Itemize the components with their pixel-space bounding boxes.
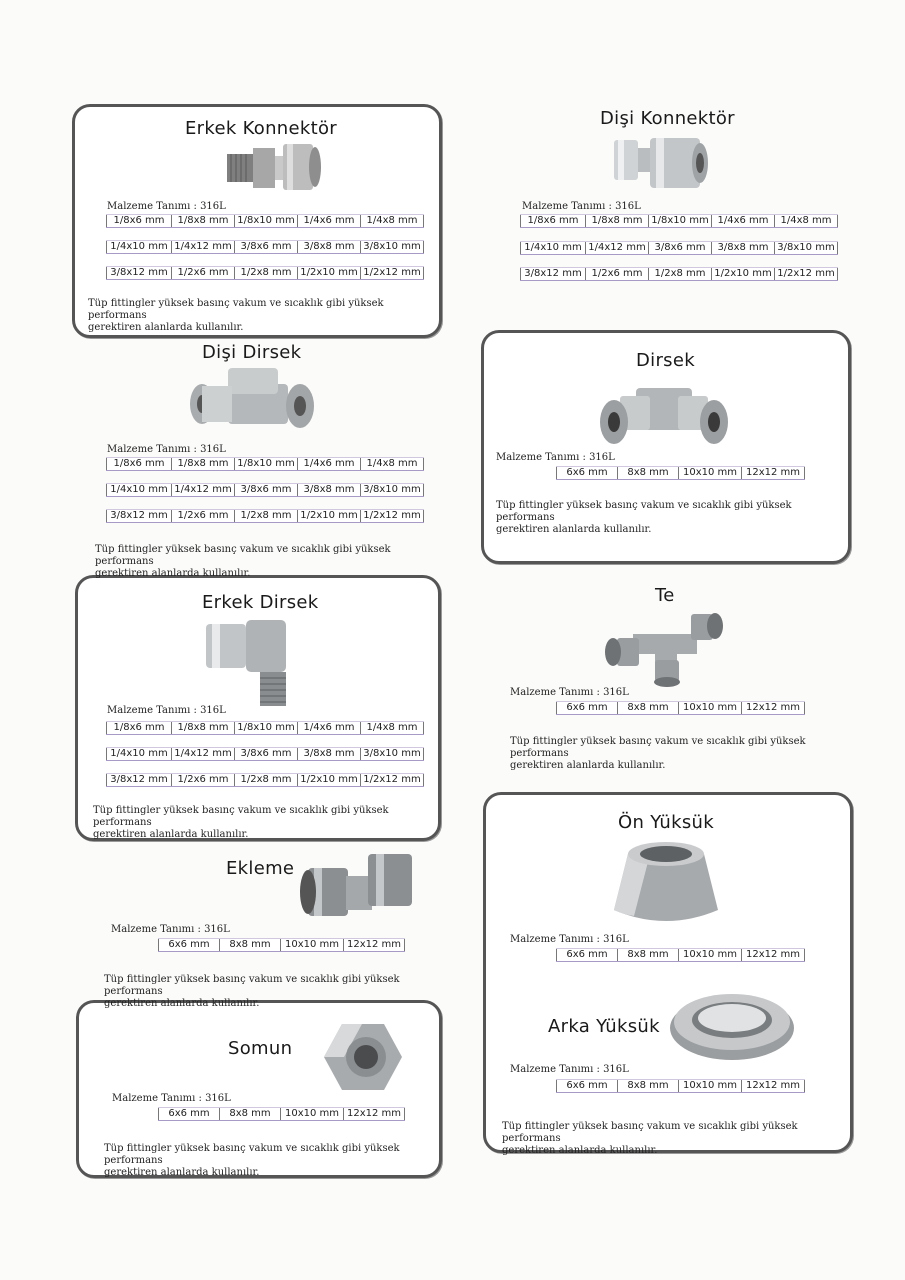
size-cell: 3/8x6 mm <box>235 748 298 760</box>
size-cell: 6x6 mm <box>556 949 618 961</box>
material-label: Malzeme Tanımı : 316L <box>496 452 615 463</box>
size-cell: 1/4x10 mm <box>106 748 172 760</box>
size-cell: 3/8x12 mm <box>106 774 172 786</box>
size-cell: 1/8x10 mm <box>235 458 298 470</box>
material-label: Malzeme Tanımı : 316L <box>112 1093 231 1104</box>
size-cell: 8x8 mm <box>220 1108 281 1120</box>
nut-image <box>322 1020 404 1094</box>
size-cell: 1/2x6 mm <box>586 268 649 280</box>
size-cell: 6x6 mm <box>158 939 220 951</box>
size-row <box>106 747 424 761</box>
size-cell: 3/8x12 mm <box>106 267 172 279</box>
title-arka-yuksuk: Arka Yüksük <box>548 1016 660 1037</box>
title-somun: Somun <box>228 1038 293 1059</box>
size-cell: 1/4x8 mm <box>775 215 838 227</box>
size-cell: 1/4x6 mm <box>712 215 775 227</box>
material-label: Malzeme Tanımı : 316L <box>111 924 230 935</box>
material-label: Malzeme Tanımı : 316L <box>510 687 629 698</box>
title-ekleme: Ekleme <box>226 858 295 879</box>
material-label: Malzeme Tanımı : 316L <box>510 1064 629 1075</box>
size-cell: 1/2x8 mm <box>235 774 298 786</box>
size-cell: 1/8x6 mm <box>106 722 172 734</box>
size-row <box>158 938 405 952</box>
size-cell: 3/8x8 mm <box>712 242 775 254</box>
size-cell: 1/4x12 mm <box>172 241 235 253</box>
size-cell: 1/4x12 mm <box>586 242 649 254</box>
size-cell: 3/8x8 mm <box>298 748 361 760</box>
description-line: Tüp fittingler yüksek basınç vakum ve sıcaklık gibi yüksek performans <box>95 544 391 567</box>
size-cell: 10x10 mm <box>679 467 742 479</box>
size-cell: 8x8 mm <box>618 949 679 961</box>
material-label: Malzeme Tanımı : 316L <box>510 934 629 945</box>
description-line: gerektiren alanlarda kullanılır. <box>502 1145 658 1156</box>
size-cell: 1/2x12 mm <box>775 268 838 280</box>
size-cell: 1/8x8 mm <box>586 215 649 227</box>
size-cell: 1/8x6 mm <box>106 458 172 470</box>
size-row <box>556 948 805 962</box>
size-cell: 12x12 mm <box>344 939 405 951</box>
size-row <box>106 457 424 471</box>
size-cell: 6x6 mm <box>158 1108 220 1120</box>
material-label: Malzeme Tanımı : 316L <box>107 201 226 212</box>
title-te: Te <box>655 585 675 606</box>
size-cell: 3/8x6 mm <box>235 241 298 253</box>
male-elbow-image <box>204 614 300 710</box>
size-cell: 3/8x12 mm <box>106 510 172 522</box>
size-cell: 1/8x6 mm <box>520 215 586 227</box>
size-cell: 1/2x10 mm <box>298 774 361 786</box>
size-row <box>520 214 838 228</box>
size-cell: 1/4x8 mm <box>361 722 424 734</box>
description-line: Tüp fittingler yüksek basınç vakum ve sıcaklık gibi yüksek performans <box>502 1121 798 1144</box>
title-disi-dirsek: Dişi Dirsek <box>202 342 302 363</box>
size-cell: 8x8 mm <box>618 467 679 479</box>
description-line: Tüp fittingler yüksek basınç vakum ve sıcaklık gibi yüksek performans <box>104 974 400 997</box>
description-line: gerektiren alanlarda kullanılır. <box>95 568 251 579</box>
description-line: Tüp fittingler yüksek basınç vakum ve sıcaklık gibi yüksek performans <box>88 298 384 321</box>
title-erkek-konnektor: Erkek Konnektör <box>185 118 337 139</box>
size-cell: 1/8x10 mm <box>649 215 712 227</box>
size-cell: 8x8 mm <box>618 1080 679 1092</box>
size-cell: 12x12 mm <box>742 467 805 479</box>
size-cell: 8x8 mm <box>618 702 679 714</box>
description <box>510 736 840 772</box>
female-connector-image <box>612 134 712 194</box>
description <box>95 544 425 580</box>
size-row <box>556 701 805 715</box>
size-cell: 1/2x10 mm <box>298 267 361 279</box>
size-cell: 1/8x8 mm <box>172 722 235 734</box>
size-cell: 10x10 mm <box>281 1108 344 1120</box>
size-cell: 6x6 mm <box>556 702 618 714</box>
size-row <box>106 266 424 280</box>
description <box>502 1121 832 1157</box>
size-cell: 3/8x8 mm <box>298 241 361 253</box>
size-row <box>106 773 424 787</box>
size-cell: 1/2x8 mm <box>235 510 298 522</box>
size-cell: 3/8x10 mm <box>361 241 424 253</box>
size-cell: 1/2x6 mm <box>172 774 235 786</box>
size-cell: 1/4x10 mm <box>106 484 172 496</box>
size-cell: 1/2x12 mm <box>361 510 424 522</box>
size-cell: 12x12 mm <box>742 1080 805 1092</box>
size-cell: 12x12 mm <box>742 702 805 714</box>
size-cell: 1/2x8 mm <box>649 268 712 280</box>
size-cell: 1/2x10 mm <box>298 510 361 522</box>
size-row <box>106 214 424 228</box>
description <box>104 1143 434 1179</box>
size-cell: 1/4x8 mm <box>361 458 424 470</box>
tee-image <box>603 608 725 688</box>
size-cell: 12x12 mm <box>344 1108 405 1120</box>
title-disi-konnektor: Dişi Konnektör <box>600 108 735 129</box>
size-cell: 1/8x8 mm <box>172 458 235 470</box>
material-label: Malzeme Tanımı : 316L <box>522 201 641 212</box>
back-ferrule-image <box>668 984 798 1068</box>
size-cell: 1/8x8 mm <box>172 215 235 227</box>
description-line: gerektiren alanlarda kullanılır. <box>93 829 249 840</box>
size-cell: 1/2x6 mm <box>172 267 235 279</box>
size-row <box>520 241 838 255</box>
size-cell: 1/2x8 mm <box>235 267 298 279</box>
size-cell: 1/4x6 mm <box>298 215 361 227</box>
description-line: gerektiren alanlarda kullanılır. <box>104 1167 260 1178</box>
size-cell: 6x6 mm <box>556 467 618 479</box>
union-image <box>298 846 422 926</box>
size-row <box>158 1107 405 1121</box>
description-line: gerektiren alanlarda kullanılır. <box>496 524 652 535</box>
size-cell: 1/2x12 mm <box>361 267 424 279</box>
size-row <box>106 240 424 254</box>
size-cell: 10x10 mm <box>679 702 742 714</box>
title-erkek-dirsek: Erkek Dirsek <box>202 592 319 613</box>
elbow-union-image <box>596 378 731 454</box>
size-cell: 10x10 mm <box>679 949 742 961</box>
size-cell: 3/8x8 mm <box>298 484 361 496</box>
title-dirsek: Dirsek <box>636 350 695 371</box>
size-cell: 3/8x10 mm <box>775 242 838 254</box>
size-cell: 10x10 mm <box>679 1080 742 1092</box>
size-row <box>556 466 805 480</box>
size-cell: 1/8x10 mm <box>235 215 298 227</box>
description <box>93 805 423 841</box>
size-row <box>106 721 424 735</box>
size-cell: 3/8x6 mm <box>235 484 298 496</box>
female-elbow-image <box>188 366 318 436</box>
size-row <box>106 509 424 523</box>
size-cell: 3/8x10 mm <box>361 748 424 760</box>
size-cell: 10x10 mm <box>281 939 344 951</box>
description-line: Tüp fittingler yüksek basınç vakum ve sıcaklık gibi yüksek performans <box>496 500 792 523</box>
size-cell: 1/2x12 mm <box>361 774 424 786</box>
size-cell: 8x8 mm <box>220 939 281 951</box>
size-cell: 6x6 mm <box>556 1080 618 1092</box>
size-cell: 3/8x10 mm <box>361 484 424 496</box>
description-line: Tüp fittingler yüksek basınç vakum ve sıcaklık gibi yüksek performans <box>104 1143 400 1166</box>
size-cell: 3/8x6 mm <box>649 242 712 254</box>
size-cell: 1/8x10 mm <box>235 722 298 734</box>
size-cell: 1/4x10 mm <box>106 241 172 253</box>
size-cell: 1/4x12 mm <box>172 748 235 760</box>
size-row <box>520 267 838 281</box>
male-connector-image <box>225 140 325 196</box>
size-cell: 1/4x6 mm <box>298 458 361 470</box>
size-cell: 1/4x12 mm <box>172 484 235 496</box>
size-cell: 1/4x6 mm <box>298 722 361 734</box>
title-on-yuksuk: Ön Yüksük <box>618 812 714 833</box>
front-ferrule-image <box>610 840 722 926</box>
description-line: gerektiren alanlarda kullanılır. <box>510 760 666 771</box>
size-cell: 1/4x10 mm <box>520 242 586 254</box>
size-cell: 12x12 mm <box>742 949 805 961</box>
size-cell: 1/4x8 mm <box>361 215 424 227</box>
description <box>496 500 826 536</box>
material-label: Malzeme Tanımı : 316L <box>107 444 226 455</box>
description-line: gerektiren alanlarda kullanılır. <box>88 322 244 333</box>
size-cell: 1/2x6 mm <box>172 510 235 522</box>
description-line: Tüp fittingler yüksek basınç vakum ve sıcaklık gibi yüksek performans <box>510 736 806 759</box>
size-cell: 1/2x10 mm <box>712 268 775 280</box>
description-line: Tüp fittingler yüksek basınç vakum ve sıcaklık gibi yüksek performans <box>93 805 389 828</box>
size-row <box>106 483 424 497</box>
material-label: Malzeme Tanımı : 316L <box>107 705 226 716</box>
description <box>104 974 434 1010</box>
description <box>88 298 418 334</box>
description-line: gerektiren alanlarda kullanılır. <box>104 998 260 1009</box>
size-cell: 1/8x6 mm <box>106 215 172 227</box>
size-row <box>556 1079 805 1093</box>
size-cell: 3/8x12 mm <box>520 268 586 280</box>
